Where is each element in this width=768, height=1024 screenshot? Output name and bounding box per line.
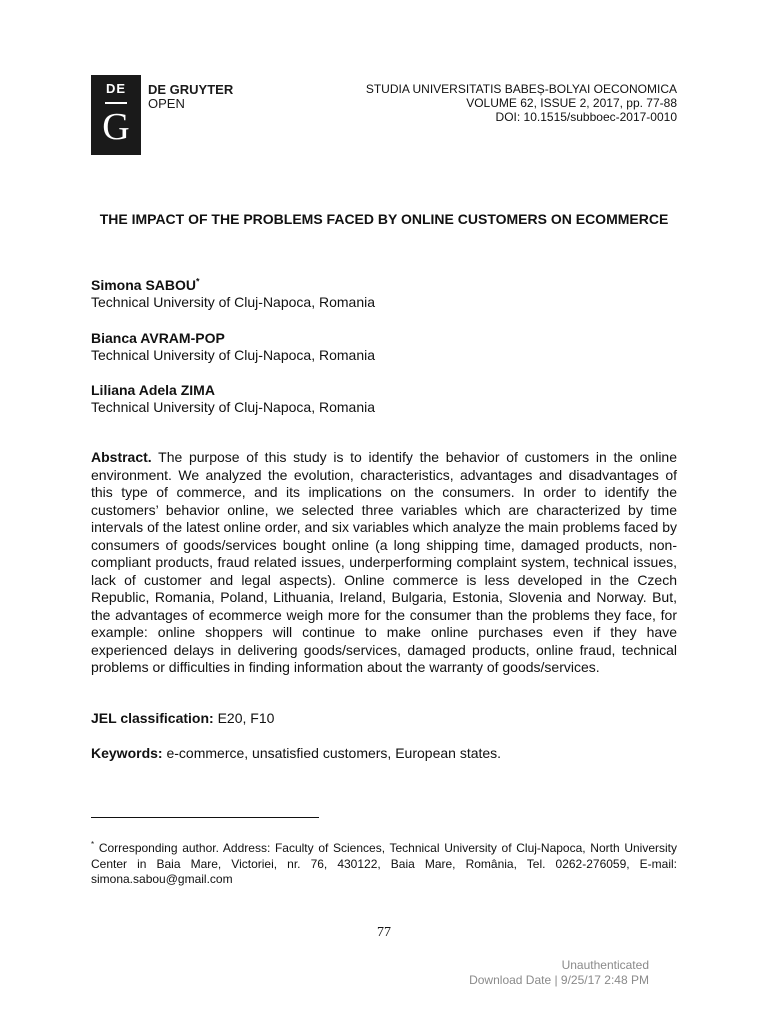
author-name: Liliana Adela ZIMA — [91, 382, 215, 398]
publisher-name: DE GRUYTER — [148, 82, 234, 97]
logo-de-text: DE — [105, 81, 127, 96]
journal-header — [366, 82, 677, 124]
footnote-divider — [91, 817, 319, 818]
auth-status: Unauthenticated — [561, 958, 649, 972]
journal-name: STUDIA UNIVERSITATIS BABEȘ-BOLYAI OECONOMICA — [365, 82, 677, 96]
jel-label: JEL classification: — [91, 710, 214, 726]
author-name: Simona SABOU — [91, 277, 197, 293]
author-name: Bianca AVRAM-POP — [91, 330, 225, 346]
publisher-logo — [91, 75, 241, 155]
abstract — [91, 449, 677, 677]
jel-text: E20, F10 — [217, 710, 275, 726]
abstract-text: The purpose of this study is to identify the behavior of customers in the online environment. We analyzed the evolution, characteristics, advantages and disadvantages of this type of commerce, and its implications on the consumers. In order to identify the customers’ behavior online, we selected three variables which are characterized by time intervals of the latest online order, and six variables which analyze the main problems faced by consumers of goods/services bought online (a long shipping time, damaged products, non-compliant products, fraud related issues, underperforming complaint system, technical issues, lack of customer and legal aspects). Online commerce is less developed in the Czech Republic, Romania, Poland, Lithuania, Ireland, Bulgaria, Estonia, Slovenia and Norway. But, the advantages of ecommerce weigh more for the consumer than the problems they face, for example: online shoppers will continue to make online purchases even if they have experienced delays in delivering goods/services, damaged products, online fraud, technical problems or difficulties in finding information about the warranty of goods/services. — [91, 449, 677, 675]
paper-title: THE IMPACT OF THE PROBLEMS FACED BY ONLINE CUSTOMERS ON ECOMMERCE — [99, 211, 669, 227]
abstract-label: Abstract. — [91, 449, 152, 465]
logo-g-letter: G — [102, 106, 130, 148]
jel-classification — [91, 710, 677, 727]
publisher-sub: OPEN — [148, 96, 185, 111]
footnote-text: Corresponding author. Address: Faculty of Sciences, Technical University of Cluj-Napoca, North University Center in Baia Mare, Victoriei, nr. 76, 430122, Baia Mare, România, Tel. 0262-276059, E-mail: simona.sabou@gmail.com — [91, 841, 677, 886]
footnote — [91, 841, 677, 888]
author-block — [91, 330, 677, 364]
page-number: 77 — [377, 925, 391, 940]
keywords — [91, 745, 677, 762]
keywords-text: e-commerce, unsatisfied customers, European states. — [166, 745, 502, 761]
logo-divider — [105, 102, 127, 104]
download-date: Download Date | 9/25/17 2:48 PM — [469, 973, 649, 987]
corresponding-mark: * — [196, 276, 200, 287]
download-stamp — [469, 958, 649, 988]
author-affiliation: Technical University of Cluj-Napoca, Romania — [91, 399, 376, 415]
footnote-mark: * — [91, 840, 95, 849]
logo-mark — [91, 75, 141, 155]
journal-doi: DOI: 10.1515/subboec-2017-0010 — [495, 110, 677, 124]
author-affiliation: Technical University of Cluj-Napoca, Romania — [91, 347, 376, 363]
author-block — [91, 382, 677, 416]
journal-volume: VOLUME 62, ISSUE 2, 2017, pp. 77-88 — [466, 96, 677, 110]
author-block — [91, 277, 677, 311]
author-affiliation: Technical University of Cluj-Napoca, Romania — [91, 294, 376, 310]
keywords-label: Keywords: — [91, 745, 163, 761]
